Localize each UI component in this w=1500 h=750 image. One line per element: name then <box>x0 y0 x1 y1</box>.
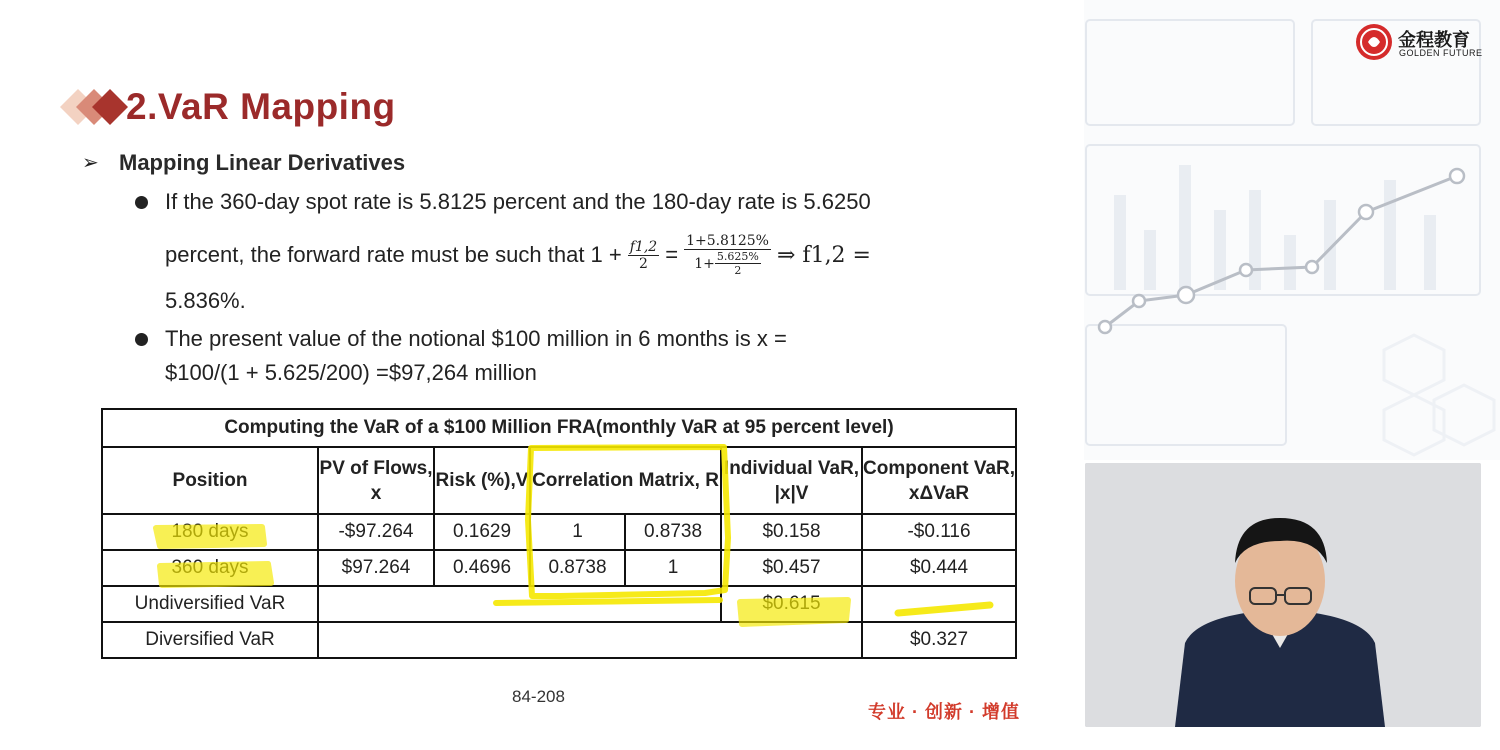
component-underline-annotation <box>898 605 990 613</box>
cell-individual-var: $0.457 <box>721 550 862 586</box>
correlation-box-annotation <box>528 447 728 596</box>
cell-component-var: -$0.116 <box>862 514 1016 550</box>
cell-corr-1: 0.8738 <box>530 550 625 586</box>
cell-individual-var: $0.158 <box>721 514 862 550</box>
diversified-value: $0.327 <box>862 622 1016 658</box>
header-risk: Risk (%),V <box>434 447 530 514</box>
cell-risk: 0.4696 <box>434 550 530 586</box>
cell-risk: 0.1629 <box>434 514 530 550</box>
decorative-background <box>1084 0 1500 460</box>
highlight-undiversified-value <box>740 600 848 624</box>
cell-corr-2: 0.8738 <box>625 514 721 550</box>
bullet1-line1: If the 360-day spot rate is 5.8125 percent and the 180-day rate is 5.6250 <box>165 189 871 214</box>
cell-pv: -$97.264 <box>318 514 434 550</box>
fraction-f-denominator: 2 <box>639 255 648 272</box>
cell-pv: $97.264 <box>318 550 434 586</box>
nested-denominator: 2 <box>734 264 742 277</box>
logo-subtitle: GOLDEN FUTURE <box>1399 48 1483 58</box>
cell-corr-1: 1 <box>530 514 625 550</box>
header-position: Position <box>102 447 318 514</box>
arrow-bullet-icon: ➢ <box>82 152 99 174</box>
golden-future-logo-icon <box>1356 24 1392 60</box>
fraction-f-numerator: f1,2 <box>629 238 658 255</box>
bullet1-line2-prefix: percent, the forward rate must be such that 1 + <box>165 242 622 267</box>
nested-numerator: 5.625% <box>716 250 759 263</box>
header-correlation: Correlation Matrix, R <box>530 447 721 514</box>
header-component-var: Component VaR, xΔVaR <box>862 447 1016 514</box>
bullet2-line1: The present value of the notional $100 million in 6 months is x = <box>165 326 787 351</box>
denominator-prefix: 1+ <box>694 255 715 272</box>
fraction-rate-numerator: 1+5.8125% <box>686 233 769 249</box>
table-caption: Computing the VaR of a $100 Million FRA(monthly VaR at 95 percent level) <box>102 409 1016 447</box>
correlation-underline-annotation <box>496 600 720 603</box>
highlight-180-days <box>156 527 264 546</box>
slogan: 专业 · 创新 · 增值 <box>868 702 1020 722</box>
header-individual-var: Individual VaR, |x|V <box>721 447 862 514</box>
logo-name: 金程教育 <box>1398 30 1470 50</box>
cell-component-var: $0.444 <box>862 550 1016 586</box>
bullet1-line3: 5.836%. <box>165 288 246 313</box>
formula-equals: = <box>665 242 679 267</box>
highlight-360-days <box>160 564 271 585</box>
header-pv: PV of Flows, x <box>318 447 434 514</box>
slide-title: 2.VaR Mapping <box>126 86 396 127</box>
presenter-figure <box>1085 463 1481 727</box>
undiversified-label: Undiversified VaR <box>102 586 318 622</box>
diversified-label: Diversified VaR <box>102 622 318 658</box>
presenter-video <box>1085 463 1481 727</box>
slide-subheading: Mapping Linear Derivatives <box>119 150 406 175</box>
page-number: 84-208 <box>512 687 565 706</box>
cell-corr-2: 1 <box>625 550 721 586</box>
formula-implies: ⇒ f1,2 = <box>777 242 871 268</box>
bullet2-line2: $100/(1 + 5.625/200) =$97,264 million <box>165 360 537 385</box>
